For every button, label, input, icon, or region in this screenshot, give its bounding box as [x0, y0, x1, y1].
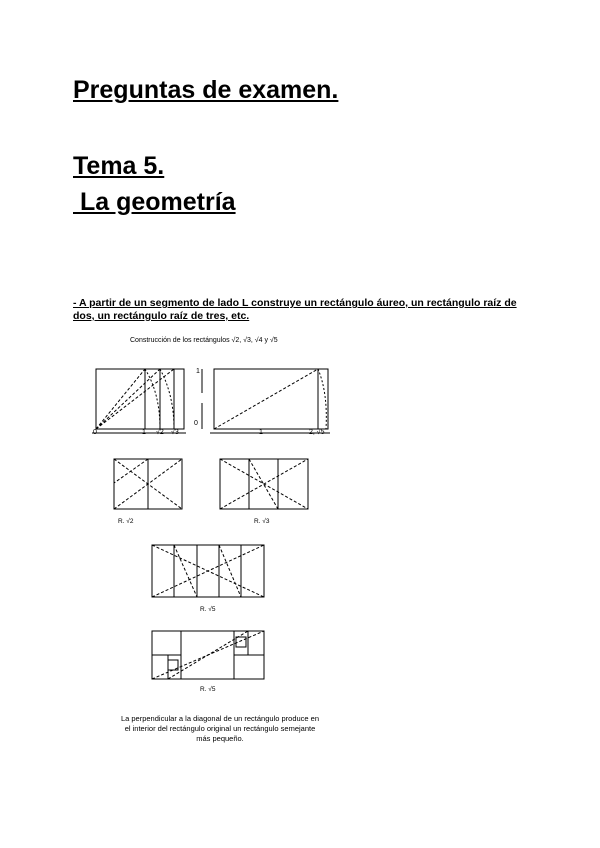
root5-subdivided-diagram	[152, 545, 264, 613]
axis-label-root2: √2	[156, 429, 164, 436]
root5-construction-diagram	[194, 368, 330, 436]
side-label-top: 1	[196, 368, 200, 375]
root2-rectangle-diagram	[114, 459, 182, 525]
label-root2-rectangle: R. √2	[118, 518, 134, 525]
exam-question: - A partir de un segmento de lado L construye un rectángulo áureo, un rectángulo raíz de dos, un rectángulo raíz de tres, etc.	[73, 297, 517, 322]
topic-number: Tema 5.	[73, 152, 165, 180]
root-construction-diagram	[92, 369, 186, 436]
label-root3-rectangle: R. √3	[254, 518, 270, 525]
label-root5-rectangle-b: R. √5	[200, 686, 216, 693]
side-label-bottom: 0	[194, 420, 198, 427]
figure-caption: La perpendicular a la diagonal de un rectángulo produce en el interior del rectángulo original un rectángulo semejante más pequeño.	[120, 714, 320, 743]
topic-title: La geometría	[73, 188, 236, 216]
axis-label-root3: √3	[171, 429, 179, 436]
figure-top-caption: Construcción de los rectángulos √2, √3, √4 y √5	[130, 337, 278, 344]
axis-label-0: 0	[93, 429, 97, 436]
construction-diagrams	[90, 333, 340, 753]
exam-title: Preguntas de examen.	[73, 76, 339, 104]
root-rectangles-figure	[90, 333, 340, 753]
root5-golden-diagram	[152, 631, 264, 693]
axis-label-right-1: 1	[259, 429, 263, 436]
axis-label-1: 1	[142, 429, 146, 436]
axis-label-right-2: 2, √5	[309, 429, 325, 436]
root3-rectangle-diagram	[220, 459, 308, 525]
label-root5-rectangle-a: R. √5	[200, 606, 216, 613]
